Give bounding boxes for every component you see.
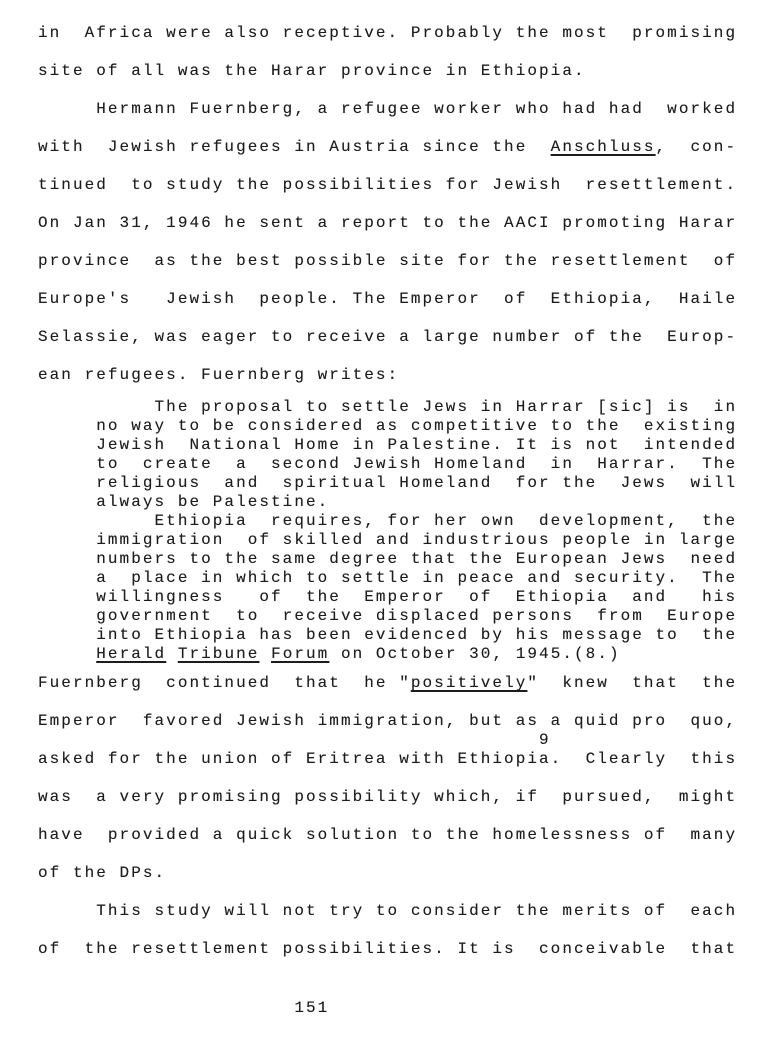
- text-segment: province as the best possible site for the resettlement of: [38, 252, 738, 270]
- text-segment: Ethiopia requires, for her own development, the: [38, 512, 738, 530]
- text-segment: government to receive displaced persons from Europe: [38, 607, 738, 625]
- text-segment: Hermann Fuernberg, a refugee worker who had had worked: [38, 100, 738, 118]
- quote-line: [38, 455, 779, 474]
- text-segment: Selassie, was eager to receive a large number of the Europ-: [38, 328, 738, 346]
- text-segment: " knew that the: [527, 674, 738, 692]
- text-line: [38, 892, 779, 930]
- quote-line: [38, 512, 779, 531]
- quote-line: [38, 436, 779, 455]
- text-segment: [259, 645, 271, 663]
- text-segment: with Jewish refugees in Austria since the: [38, 138, 551, 156]
- page-number: [38, 989, 779, 1027]
- text-segment: [38, 645, 96, 663]
- text-segment: Fuernberg continued that he ": [38, 674, 411, 692]
- underlined-text: Herald: [96, 645, 167, 663]
- text-segment: 151: [38, 999, 330, 1017]
- text-segment: willingness of the Emperor of Ethiopia and his: [38, 588, 738, 606]
- text-segment: was a very promising possibility which, if pursued, might: [38, 788, 738, 806]
- quote-line: [38, 417, 779, 436]
- underlined-text: Tribune: [177, 645, 260, 663]
- text-segment: have provided a quick solution to the homelessness of many: [38, 826, 738, 844]
- quote-line: [38, 550, 779, 569]
- quote-line: [38, 607, 779, 626]
- quote-line: [38, 531, 779, 550]
- underlined-text: Anschluss: [550, 138, 656, 156]
- text-segment: [166, 645, 178, 663]
- text-segment: 9: [38, 731, 551, 749]
- text-segment: , con-: [655, 138, 738, 156]
- text-segment: ean refugees. Fuernberg writes:: [38, 366, 400, 384]
- text-line: [38, 816, 779, 854]
- page-text: [38, 14, 779, 1027]
- text-segment: always be Palestine.: [38, 493, 330, 511]
- underlined-text: positively: [410, 674, 528, 692]
- text-line: [38, 166, 779, 204]
- text-line: [38, 280, 779, 318]
- text-line: [38, 854, 779, 892]
- text-segment: of the DPs.: [38, 864, 167, 882]
- quote-line: [38, 493, 779, 512]
- text-segment: asked for the union of Eritrea with Ethiopia. Clearly this: [38, 750, 738, 768]
- text-segment: on October 30, 1945.(8.): [329, 645, 621, 663]
- quote-line: [38, 474, 779, 493]
- text-segment: numbers to the same degree that the European Jews need: [38, 550, 738, 568]
- text-line: [38, 14, 779, 52]
- quote-line: [38, 626, 779, 645]
- quote-line: [38, 588, 779, 607]
- text-segment: On Jan 31, 1946 he sent a report to the AACI promoting Harar: [38, 214, 738, 232]
- text-segment: a place in which to settle in peace and security. The: [38, 569, 738, 587]
- quote-line: [38, 569, 779, 588]
- text-line: [38, 778, 779, 816]
- text-segment: no way to be considered as competitive to the existing: [38, 417, 738, 435]
- text-line: [38, 664, 779, 702]
- quote-line: [38, 645, 779, 664]
- text-segment: in Africa were also receptive. Probably the most promising: [38, 24, 738, 42]
- text-line: [38, 930, 779, 968]
- text-line: [38, 52, 779, 90]
- text-segment: religious and spiritual Homeland for the Jews will: [38, 474, 738, 492]
- text-line: [38, 90, 779, 128]
- quote-line: [38, 398, 779, 417]
- text-segment: Emperor favored Jewish immigration, but as a quid pro quo,: [38, 712, 738, 730]
- text-segment: into Ethiopia has been evidenced by his message to the: [38, 626, 738, 644]
- text-segment: The proposal to settle Jews in Harrar [sic] is in: [38, 398, 738, 416]
- text-segment: tinued to study the possibilities for Jewish resettlement.: [38, 176, 738, 194]
- text-segment: Jewish National Home in Palestine. It is not intended: [38, 436, 738, 454]
- text-segment: Europe's Jewish people. The Emperor of Ethiopia, Haile: [38, 290, 738, 308]
- underlined-text: Forum: [271, 645, 330, 663]
- text-segment: site of all was the Harar province in Ethiopia.: [38, 62, 586, 80]
- text-line: [38, 128, 779, 166]
- text-segment: to create a second Jewish Homeland in Harrar. The: [38, 455, 738, 473]
- text-line: [38, 204, 779, 242]
- text-segment: immigration of skilled and industrious people in large: [38, 531, 738, 549]
- text-line: [38, 318, 779, 356]
- text-line: [38, 740, 779, 778]
- text-segment: This study will not try to consider the merits of each: [38, 902, 738, 920]
- text-line: [38, 242, 779, 280]
- text-line: [38, 356, 779, 394]
- text-segment: of the resettlement possibilities. It is conceivable that: [38, 940, 738, 958]
